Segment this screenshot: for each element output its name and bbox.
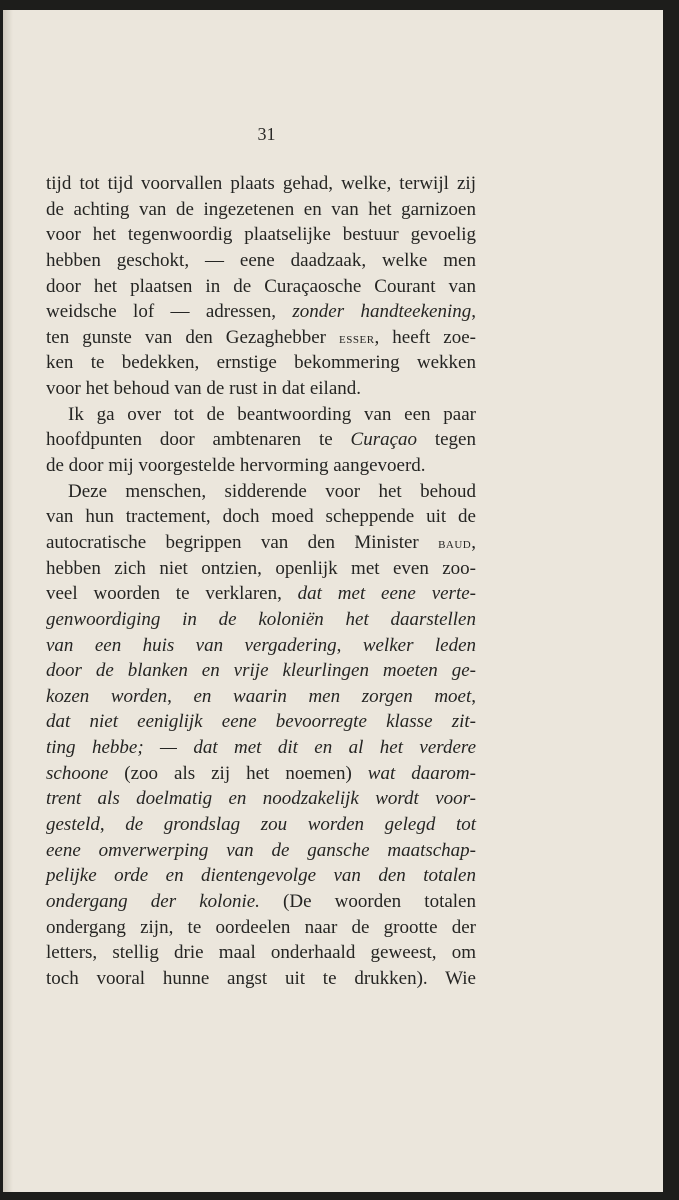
page-number: 31 [257, 124, 276, 144]
text-segment: ten gunste van den Gezaghebber [46, 326, 340, 348]
italic-text: dat niet eeniglijk eene bevoorregte klasse zit- [46, 711, 476, 733]
text-line [46, 274, 476, 300]
text-segment: hebben zich niet ontzien, openlijk met even zoo- [46, 557, 476, 579]
text-line [46, 479, 476, 505]
text-segment: Ik ga over tot de beantwoording van een paar [68, 403, 476, 425]
page-spine-shadow [3, 10, 13, 1192]
text-segment: ken te bedekken, ernstige bekommering wekken [46, 352, 476, 374]
text-segment: voor het tegenwoordig plaatselijke bestuur gevoelig [46, 224, 476, 246]
text-line [46, 863, 476, 889]
italic-text: welker leden [362, 634, 476, 656]
italic-text: ting hebbe; — dat met dit en al het verdere [46, 737, 476, 759]
text-line [46, 325, 476, 351]
text-line [46, 427, 476, 453]
text-line [46, 530, 476, 556]
text-line [46, 633, 476, 659]
text-segment: , [167, 685, 194, 707]
text-segment: , heeft zoe- [374, 326, 476, 348]
italic-text: door de blanken en vrije kleurlingen moeten ge- [46, 660, 476, 682]
text-line [46, 504, 476, 530]
text-line [46, 556, 476, 582]
text-line [46, 889, 476, 915]
text-segment: letters, stellig drie maal onderhaald geweest, om [46, 942, 476, 964]
text-line [46, 222, 476, 248]
italic-text: trent als doelmatig en noodzakelijk wordt voor- [46, 788, 476, 810]
text-line [46, 658, 476, 684]
text-line [46, 735, 476, 761]
text-segment: hoofdpunten door ambtenaren te [46, 429, 351, 451]
italic-text: genwoordiging in de koloniën het daarstellen [46, 608, 476, 630]
italic-text: ondergang der kolonie. [46, 890, 260, 912]
text-line [46, 402, 476, 428]
text-line [46, 838, 476, 864]
text-segment: , [99, 814, 126, 836]
text-segment: , [471, 685, 476, 707]
text-line [46, 607, 476, 633]
text-line [46, 376, 476, 402]
italic-text: schoone [46, 762, 109, 784]
text-line [46, 299, 476, 325]
italic-text: gesteld [46, 814, 100, 836]
italic-text: eene omverwerping van de gansche maatschap- [46, 839, 476, 861]
italic-text: kozen worden [46, 685, 168, 707]
italic-text: de grondslag zou worden gelegd tot [125, 814, 477, 836]
text-line [46, 171, 476, 197]
text-segment: ondergang zijn, te oordeelen naar de grootte der [46, 916, 476, 938]
text-segment: veel woorden te verklaren, [46, 583, 298, 605]
body-text [46, 171, 476, 992]
text-segment: , [471, 301, 477, 323]
text-line [46, 812, 476, 838]
text-segment: tijd tot tijd voorvallen plaats gehad, welke, terwijl zij [46, 173, 476, 194]
small-caps-name: baud [438, 534, 472, 552]
text-line [46, 915, 476, 941]
text-line [46, 248, 476, 274]
text-line [46, 350, 476, 376]
text-line [46, 966, 476, 992]
text-segment: weidsche lof — adressen, [46, 301, 293, 323]
italic-text: dat met eene verte- [297, 583, 476, 605]
italic-text: zonder handteekening [292, 301, 472, 323]
italic-text: pelijke orde en dientengevolge van den totalen [46, 865, 476, 887]
text-segment: de achting van de ingezetenen en van het garnizoen [46, 198, 476, 220]
text-line [46, 761, 476, 787]
text-segment: de door mij voorgestelde hervorming aangevoerd. [46, 455, 426, 477]
italic-text: Curaçao [350, 429, 418, 451]
text-segment: (zoo als zij het noemen) [108, 762, 368, 784]
small-caps-name: esser [339, 329, 375, 347]
text-line [46, 453, 476, 479]
text-segment: van hun tractement, doch moed scheppende uit de [46, 506, 476, 528]
text-segment: (De woorden totalen [259, 890, 476, 912]
text-line [46, 197, 476, 223]
text-segment: toch vooral hunne angst uit te drukken). Wie [46, 967, 476, 989]
text-segment: autocratische begrippen van den Minister [46, 531, 439, 553]
text-segment: voor het behoud van de rust in dat eiland. [46, 378, 362, 400]
text-segment: hebben geschokt, — eene daadzaak, welke men [46, 249, 476, 271]
text-segment: tegen [417, 429, 476, 451]
text-line [46, 709, 476, 735]
text-line [46, 684, 476, 710]
text-line [46, 581, 476, 607]
text-line [46, 786, 476, 812]
text-segment: , [336, 634, 363, 656]
italic-text: wat daarom- [367, 762, 476, 784]
text-line [46, 940, 476, 966]
text-segment: Deze menschen, sidderende voor het behoud [68, 480, 476, 502]
text-segment: , [471, 531, 476, 553]
book-page [3, 10, 663, 1192]
italic-text: en waarin men zorgen moet [193, 685, 472, 707]
italic-text: van een huis van vergadering [46, 634, 337, 656]
text-segment: door het plaatsen in de Curaçaosche Courant van [46, 275, 476, 297]
